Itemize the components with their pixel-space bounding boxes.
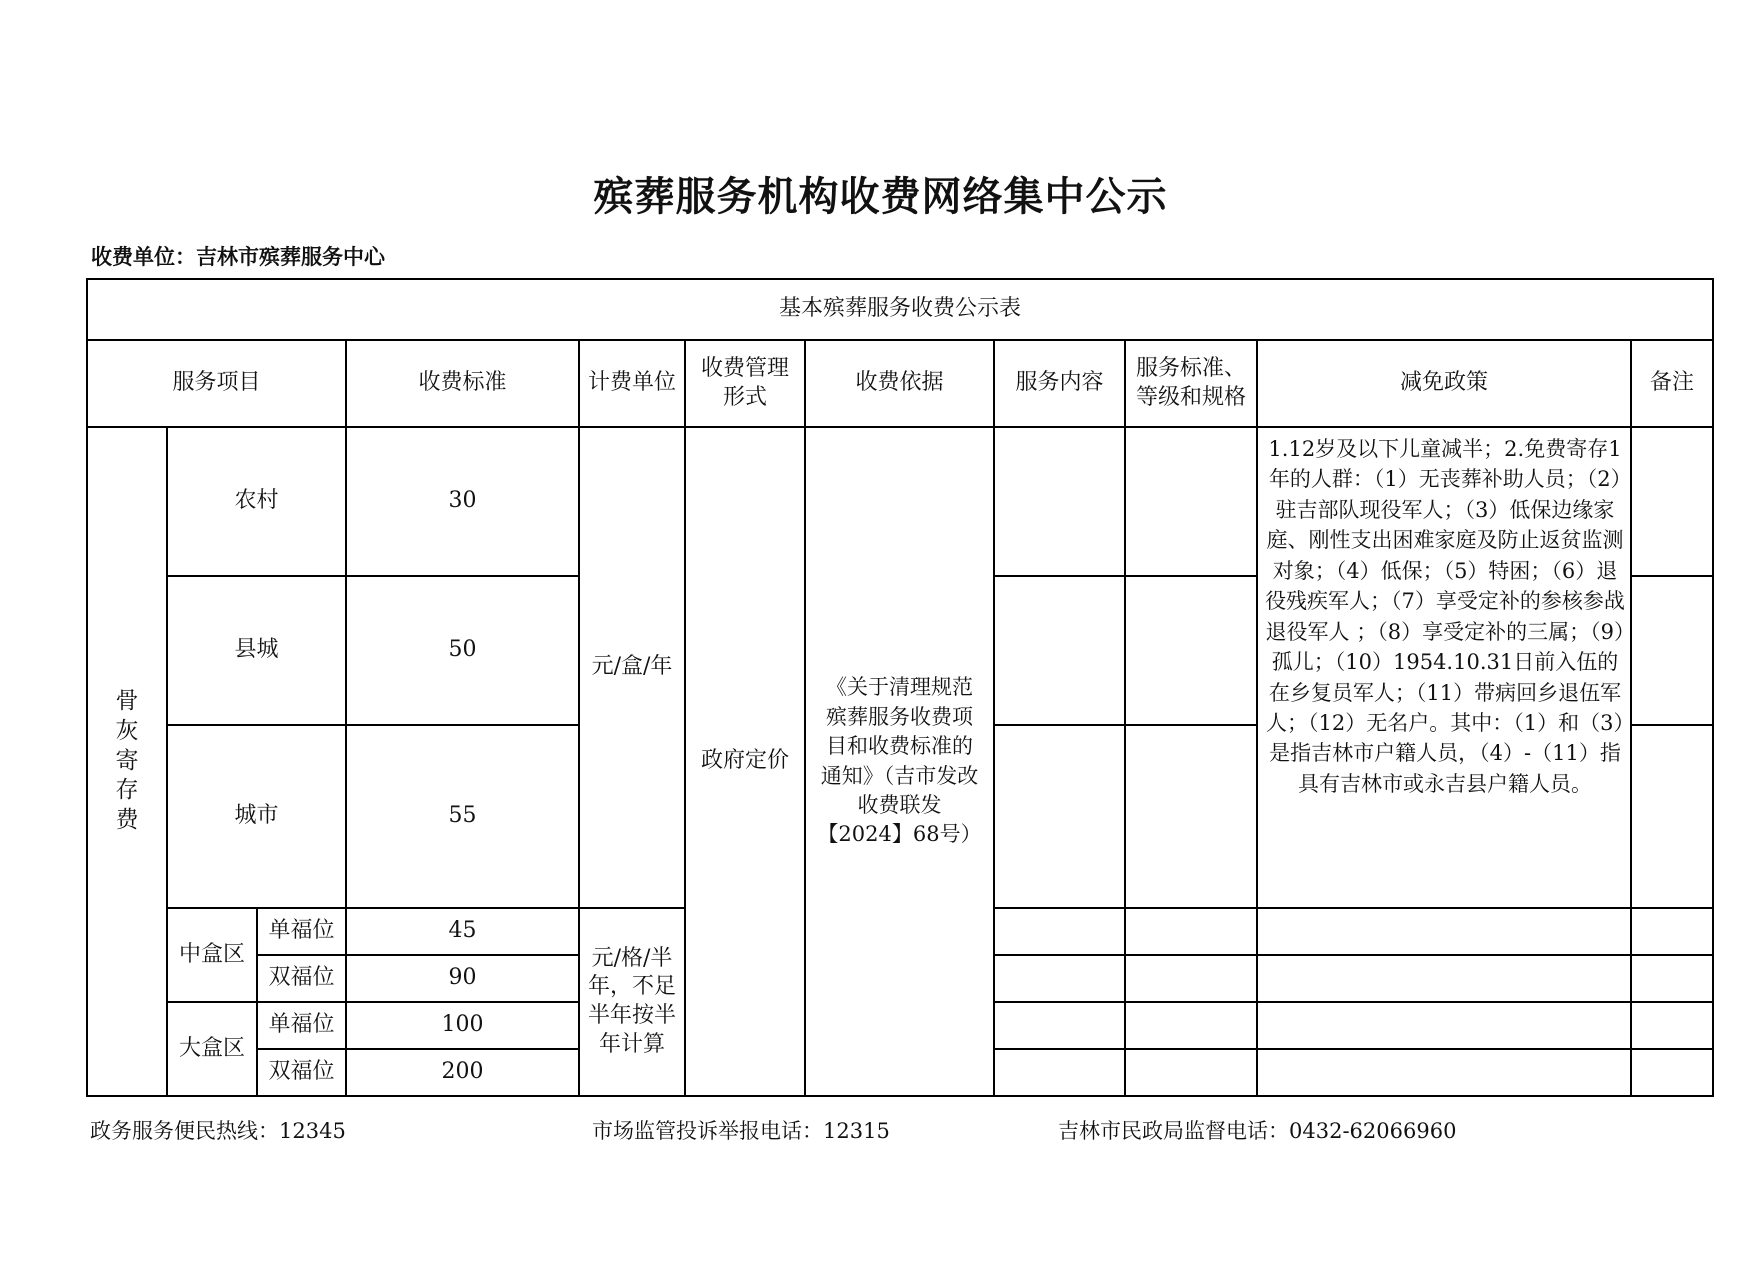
note-cell: [1631, 908, 1713, 955]
spec-cell: [1125, 1002, 1257, 1049]
management-cell: 政府定价: [685, 427, 805, 1096]
zone-name: 中盒区: [167, 908, 257, 1002]
policy-cell: 1.12岁及以下儿童减半；2.免费寄存1年的人群：（1）无丧葬补助人员；（2）驻吉部队现役军人；（3）低保边缘家庭、刚性支出困难家庭及防止返贫监测对象；（4）低保；（5）特困；（6）退役残疾军人；（7）享受定补的参核参战退役军人 ；（8）享受定补的三属；（9）孤儿；（10）1954.10.31日前入伍的在乡复员军人；（11）带病回乡退伍军人；（12）无名户。其中：（1）和（3）是指吉林市户籍人员，（4）-（11）指具有吉林市或永吉县户籍人员。: [1257, 427, 1631, 908]
area-price: 50: [346, 576, 579, 725]
category-label: 骨灰寄存费: [115, 687, 139, 834]
fee-table: [86, 278, 1714, 1097]
policy-cell: [1257, 955, 1631, 1002]
spec-cell: [1125, 427, 1257, 576]
note-cell: [1631, 576, 1713, 725]
footer-hotline: 政务服务便民热线：12345: [90, 1119, 346, 1143]
unit-zone: 元/格/半年，不足半年按半年计算: [579, 908, 685, 1096]
footer-market-phone: 市场监管投诉举报电话：12315: [592, 1119, 890, 1143]
slot-name: 单福位: [257, 1002, 346, 1049]
basis-cell: [805, 427, 994, 1096]
footer-civil-phone: 吉林市民政局监督电话：0432-62066960: [1058, 1119, 1457, 1143]
area-name: 城市: [167, 725, 346, 908]
charging-unit: 收费单位：吉林市殡葬服务中心: [91, 245, 385, 269]
header-standard: 收费标准: [346, 340, 579, 427]
slot-price: 90: [346, 955, 579, 1002]
area-price: 55: [346, 725, 579, 908]
content-cell: [994, 725, 1125, 908]
content-cell: [994, 1049, 1125, 1096]
page-title: 殡葬服务机构收费网络集中公示: [593, 174, 1168, 220]
spec-cell: [1125, 955, 1257, 1002]
header-note: 备注: [1631, 340, 1713, 427]
area-name: 县城: [167, 576, 346, 725]
note-cell: [1631, 1002, 1713, 1049]
content-cell: [994, 955, 1125, 1002]
content-cell: [994, 576, 1125, 725]
note-cell: [1631, 1049, 1713, 1096]
header-item: 服务项目: [87, 340, 346, 427]
unit-area: 元/盒/年: [579, 427, 685, 908]
header-management: 收费管理形式: [685, 340, 805, 427]
slot-name: 单福位: [257, 908, 346, 955]
header-basis: 收费依据: [805, 340, 994, 427]
note-cell: [1631, 725, 1713, 908]
slot-name: 双福位: [257, 1049, 346, 1096]
area-price: 30: [346, 427, 579, 576]
policy-cell: [1257, 908, 1631, 955]
zone-name: 大盒区: [167, 1002, 257, 1096]
table-caption: 基本殡葬服务收费公示表: [87, 279, 1713, 340]
spec-cell: [1125, 576, 1257, 725]
slot-name: 双福位: [257, 955, 346, 1002]
note-cell: [1631, 427, 1713, 576]
basis-text: 《关于清理规范殡葬服务收费项目和收费标准的通知》（吉市发改收费联发【2024】68号）: [817, 675, 982, 847]
header-unit: 计费单位: [579, 340, 685, 427]
header-content: 服务内容: [994, 340, 1125, 427]
content-cell: [994, 908, 1125, 955]
slot-price: 100: [346, 1002, 579, 1049]
content-cell: [994, 1002, 1125, 1049]
spec-cell: [1125, 908, 1257, 955]
policy-cell: [1257, 1049, 1631, 1096]
slot-price: 45: [346, 908, 579, 955]
header-policy: 减免政策: [1257, 340, 1631, 427]
header-spec: 服务标准、等级和规格: [1125, 340, 1257, 427]
note-cell: [1631, 955, 1713, 1002]
category-cell: [87, 427, 167, 1096]
spec-cell: [1125, 725, 1257, 908]
content-cell: [994, 427, 1125, 576]
spec-cell: [1125, 1049, 1257, 1096]
policy-cell: [1257, 1002, 1631, 1049]
slot-price: 200: [346, 1049, 579, 1096]
area-name: 农村: [167, 427, 346, 576]
